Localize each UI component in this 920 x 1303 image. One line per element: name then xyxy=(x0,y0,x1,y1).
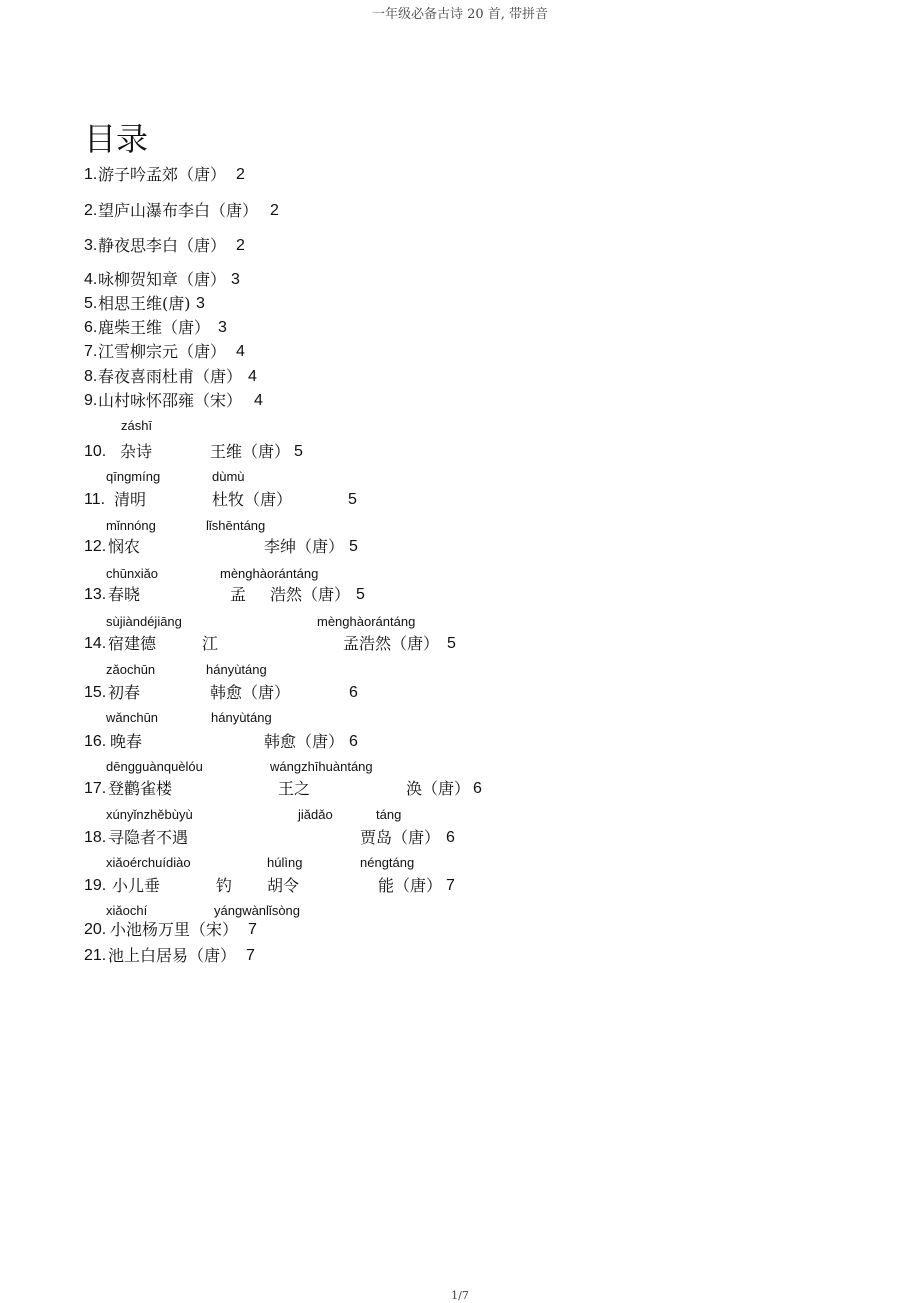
pinyin-text: mǐnnóng xyxy=(106,518,156,533)
toc-entry-text: 5 xyxy=(356,586,365,603)
toc-entry-text: 21. xyxy=(84,947,107,964)
toc-entry-text: 19. xyxy=(84,877,107,894)
toc-entry-text: 12. xyxy=(84,538,107,555)
toc-entry-text: 4. xyxy=(84,271,98,288)
toc-entry-text: 悯农 xyxy=(108,537,141,556)
pinyin-text: qīngmíng xyxy=(106,469,161,484)
pinyin-text: lǐshēntáng xyxy=(206,518,266,533)
toc-entry-text: 5 xyxy=(447,635,456,652)
toc-entry-text: 5 xyxy=(348,491,357,508)
toc-entry-text: 2 xyxy=(236,166,245,183)
toc-entry-text: 7 xyxy=(446,877,455,894)
toc-entry-text: 3 xyxy=(231,271,240,288)
toc-entry-text: 1. xyxy=(84,166,98,183)
toc-entry-text: 孟浩然（唐） xyxy=(343,634,440,653)
toc-entry-text: 涣（唐） xyxy=(406,779,471,798)
pinyin-text: yángwànlǐsòng xyxy=(214,903,301,918)
toc-entry-text: 小池杨万里（宋） xyxy=(110,920,239,939)
pinyin-text: hányùtáng xyxy=(211,710,272,725)
toc-entry-text: 望庐山瀑布李白（唐） xyxy=(98,201,259,220)
toc-entry-text: 2 xyxy=(270,202,279,219)
toc-entry-text: 7 xyxy=(248,921,257,938)
toc-entry-text: 4 xyxy=(248,368,257,385)
toc-entry-text: 能（唐） xyxy=(378,876,443,895)
pinyin-text: dēngguànquèlóu xyxy=(106,759,203,774)
pinyin-text: wángzhīhuàntáng xyxy=(270,759,373,774)
toc-entry-text: 6 xyxy=(349,733,358,750)
toc-entry-text: 相思王维(唐) xyxy=(98,294,191,313)
pinyin-text: mènghàorántáng xyxy=(317,614,416,629)
toc-entry-text: 9. xyxy=(84,392,98,409)
toc-entry-text: 江 xyxy=(202,634,219,653)
toc-entry-text: 4 xyxy=(254,392,263,409)
toc-entry-text: 咏柳贺知章（唐） xyxy=(98,270,227,289)
toc-entry-text: 7. xyxy=(84,343,98,360)
toc-entry-text: 鹿柴王维（唐） xyxy=(98,318,211,337)
toc-entry-text: 游子吟孟郊（唐） xyxy=(98,165,227,184)
toc-entry-text: 3. xyxy=(84,237,98,254)
pinyin-text: záshī xyxy=(121,418,153,433)
toc-entry-text: 3 xyxy=(218,319,227,336)
toc-entry-text: 13. xyxy=(84,586,107,603)
toc-entry-text: 6 xyxy=(446,829,455,846)
toc-entry-text: 4 xyxy=(236,343,245,360)
pinyin-text: xúnyǐnzhěbùyù xyxy=(106,807,193,822)
toc-entry-text: 2. xyxy=(84,202,98,219)
toc-entry-text: 初春 xyxy=(108,683,141,702)
toc-entry-text: 8. xyxy=(84,368,98,385)
pinyin-text: dùmù xyxy=(212,469,245,484)
pinyin-text: jiǎdǎo xyxy=(298,807,333,822)
toc-entry-text: 春夜喜雨杜甫（唐） xyxy=(98,367,243,386)
toc-entry-text: 2 xyxy=(236,237,245,254)
toc-entry-text: 20. xyxy=(84,921,107,938)
page-footer: 1/7 xyxy=(451,1289,469,1302)
toc-entry-text: 钓 xyxy=(216,876,233,895)
toc-entry-text: 18. xyxy=(84,829,107,846)
toc-entry-text: 王之 xyxy=(278,779,311,798)
toc-entry-text: 寻隐者不遇 xyxy=(108,828,189,847)
pinyin-text: zǎochūn xyxy=(106,662,156,677)
toc-entry-text: 杜牧（唐） xyxy=(212,490,293,509)
toc-entry-text: 孟 xyxy=(230,585,247,604)
toc-entry-text: 江雪柳宗元（唐） xyxy=(98,342,227,361)
pinyin-text: xiǎochí xyxy=(106,903,148,918)
toc-entry-text: 16. xyxy=(84,733,107,750)
toc-entry-text: 7 xyxy=(246,947,255,964)
pinyin-text: néngtáng xyxy=(360,855,415,870)
toc-entry-text: 6. xyxy=(84,319,98,336)
toc-entry-text: 6 xyxy=(349,684,358,701)
toc-entry-text: 晚春 xyxy=(110,732,143,751)
toc-entry-text: 王维（唐） xyxy=(210,442,291,461)
toc-entry-text: 胡令 xyxy=(267,876,300,895)
pinyin-text: táng xyxy=(376,807,402,822)
toc-entry-text: 浩然（唐） xyxy=(270,585,351,604)
pinyin-text: sùjiàndéjiāng xyxy=(106,614,182,629)
toc-entry-text: 17. xyxy=(84,780,107,797)
toc-entry-text: 韩愈（唐） xyxy=(264,732,345,751)
toc-entry-text: 春晓 xyxy=(108,585,141,604)
toc-entry-text: 11. xyxy=(84,491,106,508)
pinyin-text: húlìng xyxy=(267,855,303,870)
toc-entry-text: 15. xyxy=(84,684,107,701)
toc-entry-text: 5 xyxy=(349,538,358,555)
toc-entry-text: 小儿垂 xyxy=(112,876,161,895)
toc-entry-text: 静夜思李白（唐） xyxy=(98,236,227,255)
toc-entry-text: 贾岛（唐） xyxy=(360,828,441,847)
toc-entry-text: 杂诗 xyxy=(120,442,153,461)
pinyin-text: hányùtáng xyxy=(206,662,267,677)
pinyin-text: chūnxiǎo xyxy=(106,566,159,581)
pinyin-text: mènghàorántáng xyxy=(220,566,319,581)
pinyin-text: xiǎoérchuídiào xyxy=(106,855,191,870)
toc-entry-text: 登鹳雀楼 xyxy=(108,779,173,798)
toc-entry-text: 山村咏怀邵雍（宋） xyxy=(98,391,243,410)
toc-entry-text: 14. xyxy=(84,635,107,652)
toc-entry-text: 3 xyxy=(196,295,205,312)
toc-entry-text: 宿建德 xyxy=(108,634,157,653)
page-header: 一年级必备古诗 20 首, 带拼音 xyxy=(371,7,549,22)
toc-entry-text: 清明 xyxy=(114,490,147,509)
toc-entry-text: 池上白居易（唐） xyxy=(108,946,237,965)
toc-entry-text: 6 xyxy=(473,780,482,797)
pinyin-text: wǎnchūn xyxy=(106,710,159,725)
toc-entry-text: 李绅（唐） xyxy=(264,537,345,556)
toc-entry-text: 5 xyxy=(294,443,303,460)
toc-title: 目录 xyxy=(84,120,149,158)
toc-entry-text: 韩愈（唐） xyxy=(210,683,291,702)
toc-entry-text: 10. xyxy=(84,443,107,460)
toc-entry-text: 5. xyxy=(84,295,98,312)
